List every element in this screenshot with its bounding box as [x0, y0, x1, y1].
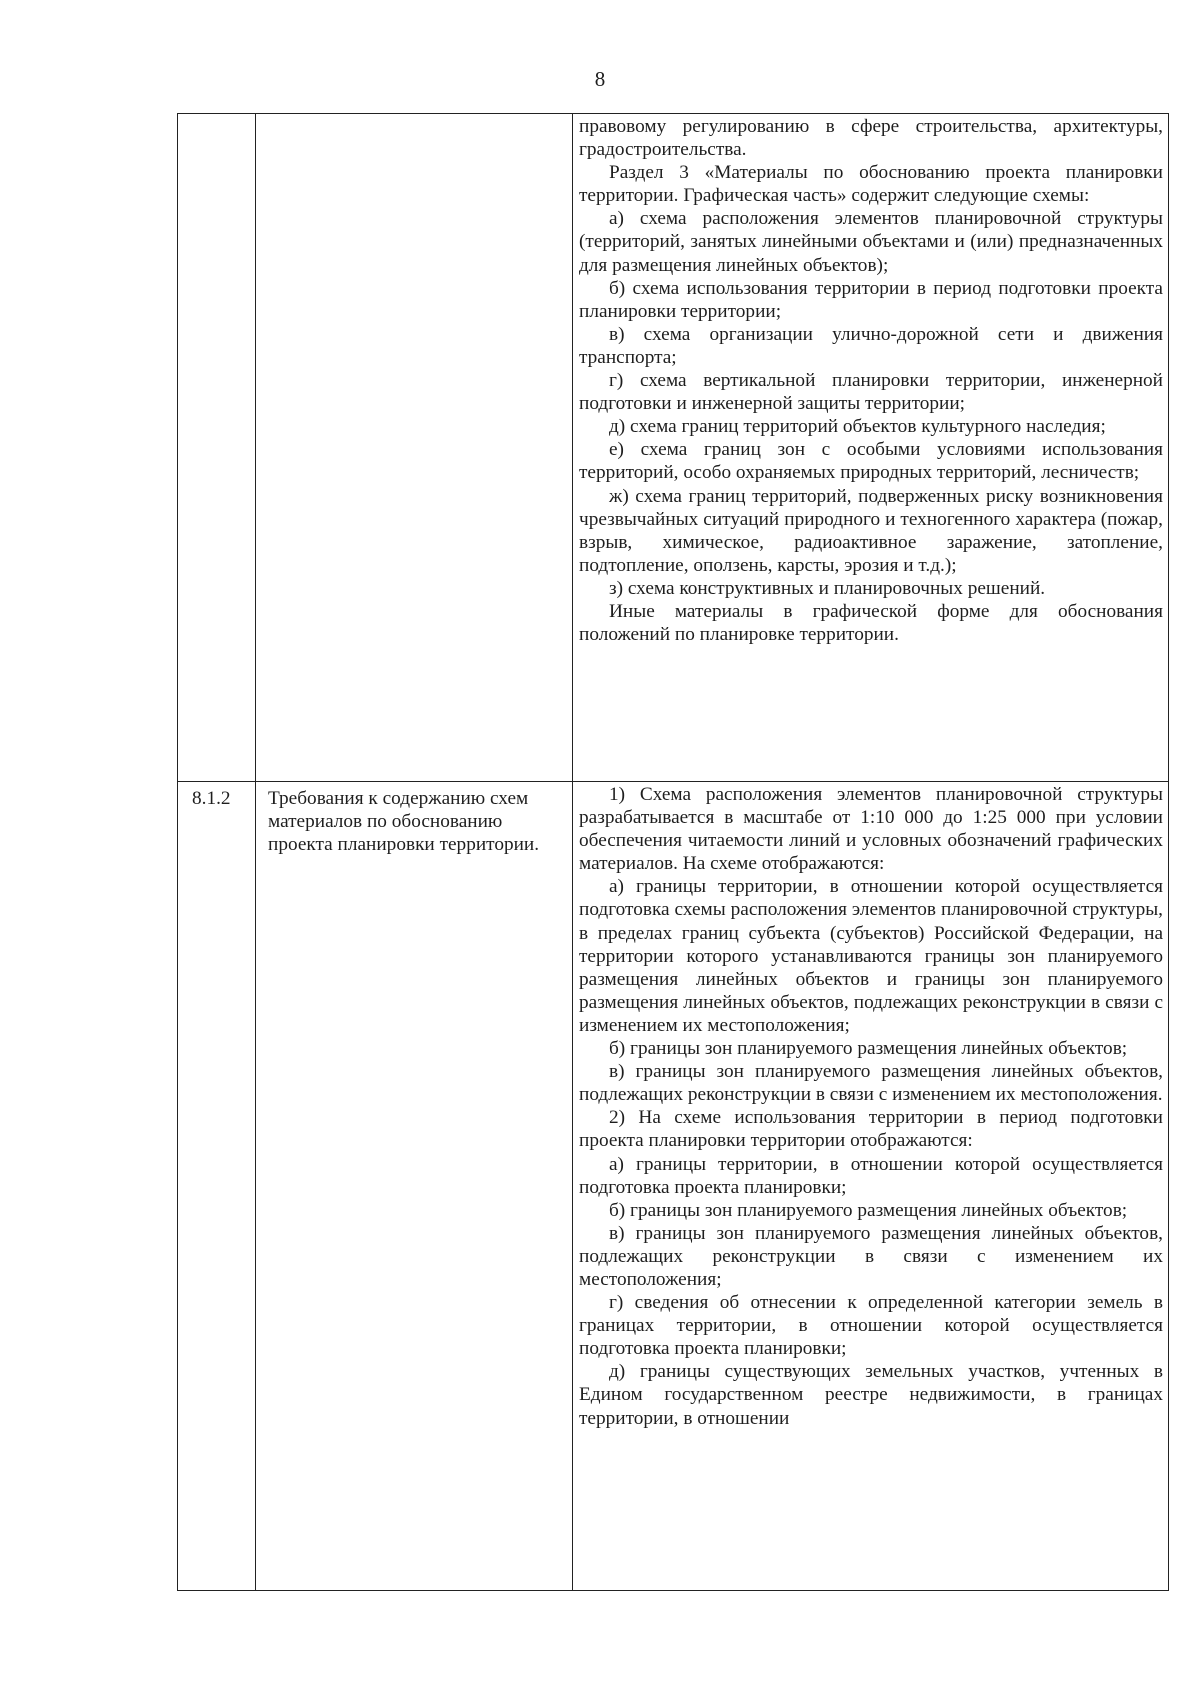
content-paragraph: а) границы территории, в отношении которой осуществляется подготовка проекта планировки; [579, 1153, 1163, 1198]
content-paragraph: д) границы существующих земельных участков, учтенных в Едином государственном реестре недвижимости, в границах территории, в отношении [579, 1361, 1163, 1429]
row-name: Требования к содержанию схем материалов по обоснованию проекта планировки территории. [268, 788, 540, 856]
row-number-cell [178, 782, 256, 1591]
page-number: 8 [594, 67, 606, 91]
row-content [573, 782, 1168, 1430]
content-paragraph: в) границы зон планируемого размещения линейных объектов, подлежащих реконструкции в связи с изменением их местоположения. [579, 1061, 1163, 1106]
content-paragraph: д) схема границ территорий объектов культурного наследия; [609, 416, 1106, 438]
requirements-table [177, 113, 1169, 1591]
content-paragraph: ж) схема границ территорий, подверженных риску возникновения чрезвычайных ситуаций природного и техногенного характера (пожар, взрыв, химическое, радиоактивное заражение, затопление, подтопление, оползень, карсты, эрозия и т.д.); [579, 485, 1163, 576]
row-name-cell [256, 114, 573, 782]
content-paragraph: в) границы зон планируемого размещения линейных объектов, подлежащих реконструкции в связи с изменением их местоположения; [579, 1222, 1163, 1290]
row-number [178, 114, 255, 119]
content-paragraph: г) сведения об отнесении к определенной категории земель в границах территории, в отношении которой осуществляется подготовка проекта планировки; [579, 1292, 1163, 1360]
content-paragraph: Раздел 3 «Материалы по обоснованию проекта планировки территории. Графическая часть» содержит следующие схемы: [579, 162, 1163, 207]
content-paragraph: 1) Схема расположения элементов планировочной структуры разрабатывается в масштабе от 1:10 000 до 1:25 000 при условии обеспечения читаемости линий и условных обозначений графических материалов. На схеме отображаются: [579, 784, 1163, 875]
content-paragraph: б) границы зон планируемого размещения линейных объектов; [609, 1199, 1128, 1221]
content-paragraph: правовому регулированию в сфере строительства, архитектуры, градостроительства. [579, 116, 1163, 161]
row-number-cell [178, 114, 256, 782]
table-row [178, 782, 1169, 1591]
content-paragraph: в) схема организации улично-дорожной сети и движения транспорта; [579, 323, 1163, 368]
table-row [178, 114, 1169, 782]
row-content [573, 114, 1168, 646]
row-name [256, 114, 572, 119]
content-paragraph: б) схема использования территории в период подготовки проекта планировки территории; [579, 277, 1163, 322]
content-paragraph: г) схема вертикальной планировки территории, инженерной подготовки и инженерной защиты территории; [579, 370, 1163, 415]
content-paragraph: б) границы зон планируемого размещения линейных объектов; [609, 1038, 1128, 1060]
row-number: 8.1.2 [192, 788, 231, 809]
row-content-cell [573, 782, 1169, 1591]
content-paragraph: 2) На схеме использования территории в период подготовки проекта планировки территории отображаются: [579, 1107, 1163, 1152]
content-paragraph: з) схема конструктивных и планировочных решений. [609, 577, 1046, 599]
content-paragraph: а) схема расположения элементов планировочной структуры (территорий, занятых линейными объектами и (или) предназначенных для размещения линейных объектов); [579, 208, 1163, 276]
content-paragraph: Иные материалы в графической форме для обоснования положений по планировке территории. [579, 600, 1163, 646]
content-paragraph: а) границы территории, в отношении которой осуществляется подготовка схемы расположения элементов планировочной структуры, в пределах границ субъекта (субъектов) Российской Федерации, на территории которого устанавливаются границы зон планируемого размещения линейных объектов и границы зон планируемого размещения линейных объектов, подлежащих реконструкции в связи с изменением их местоположения; [579, 876, 1163, 1036]
content-paragraph: е) схема границ зон с особыми условиями использования территорий, особо охраняемых природных территорий, лесничеств; [579, 439, 1163, 484]
row-name-cell [256, 782, 573, 1591]
row-content-cell [573, 114, 1169, 782]
